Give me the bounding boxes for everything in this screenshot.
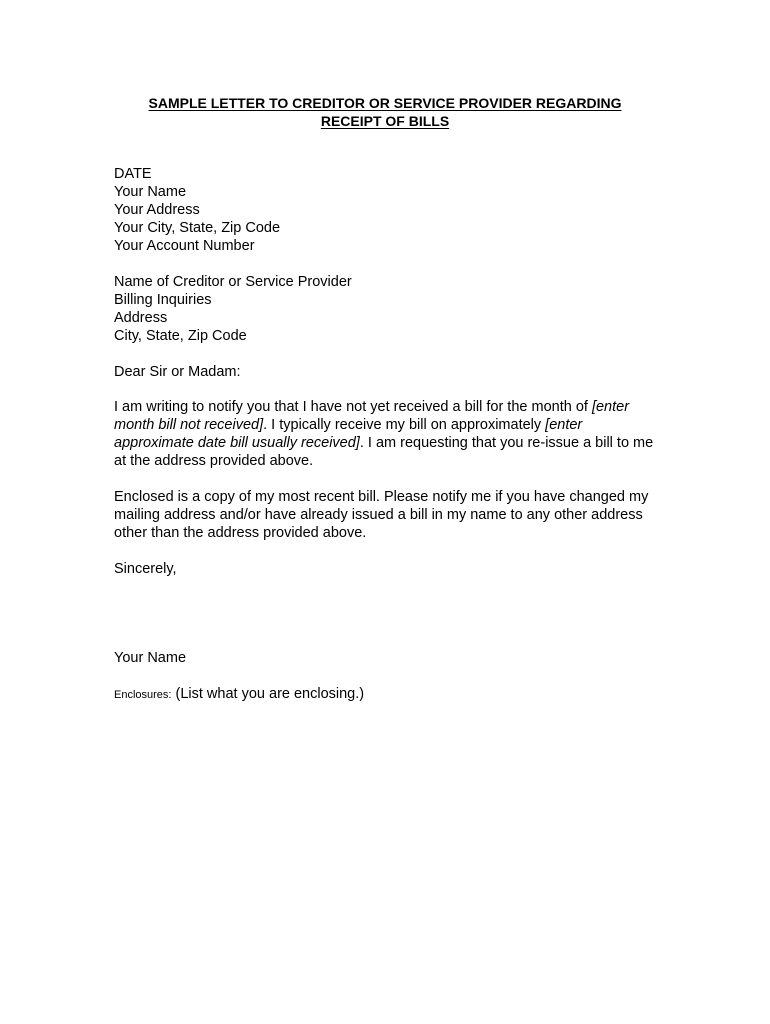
title-line-1: SAMPLE LETTER TO CREDITOR OR SERVICE PROVIDER REGARDING (148, 95, 622, 111)
letter-title (0, 94, 770, 130)
paragraph-notify (114, 398, 659, 470)
paragraph-notify-text-b: . I typically receive my bill on approximately (263, 417, 546, 433)
recipient-department: Billing Inquiries (114, 292, 212, 308)
recipient-block (114, 273, 659, 345)
recipient-address: Address (114, 310, 168, 326)
closing: Sincerely, (114, 561, 177, 577)
enclosures-line (114, 685, 659, 704)
salutation: Dear Sir or Madam: (114, 364, 241, 380)
placeholder-date: [enter approximate date bill usually received] (114, 417, 583, 451)
sender-name: Your Name (114, 184, 187, 200)
sender-city-state-zip: Your City, State, Zip Code (114, 220, 281, 236)
enclosures-label: Enclosures: (114, 689, 172, 701)
date-line: DATE (114, 166, 152, 182)
placeholder-month: [enter month bill not received] (114, 399, 630, 433)
enclosures-text: (List what you are enclosing.) (171, 686, 365, 702)
sender-block (114, 165, 659, 255)
paragraph-notify-text-c: . I am requesting that you re-issue a bill to me at the address provided above. (114, 435, 654, 469)
paragraph-notify-text-a: I am writing to notify you that I have not yet received a bill for the month of (114, 399, 592, 415)
title-line-2: RECEIPT OF BILLS (320, 113, 450, 129)
recipient-name: Name of Creditor or Service Provider (114, 274, 352, 290)
signature-name: Your Name (114, 650, 187, 666)
sender-account-number: Your Account Number (114, 238, 255, 254)
recipient-city-state-zip: City, State, Zip Code (114, 328, 247, 344)
paragraph-enclosed: Enclosed is a copy of my most recent bill. Please notify me if you have changed my mailing address and/or have already issued a bill in my name to any other address other than the address provided above. (114, 489, 649, 541)
sender-address: Your Address (114, 202, 200, 218)
